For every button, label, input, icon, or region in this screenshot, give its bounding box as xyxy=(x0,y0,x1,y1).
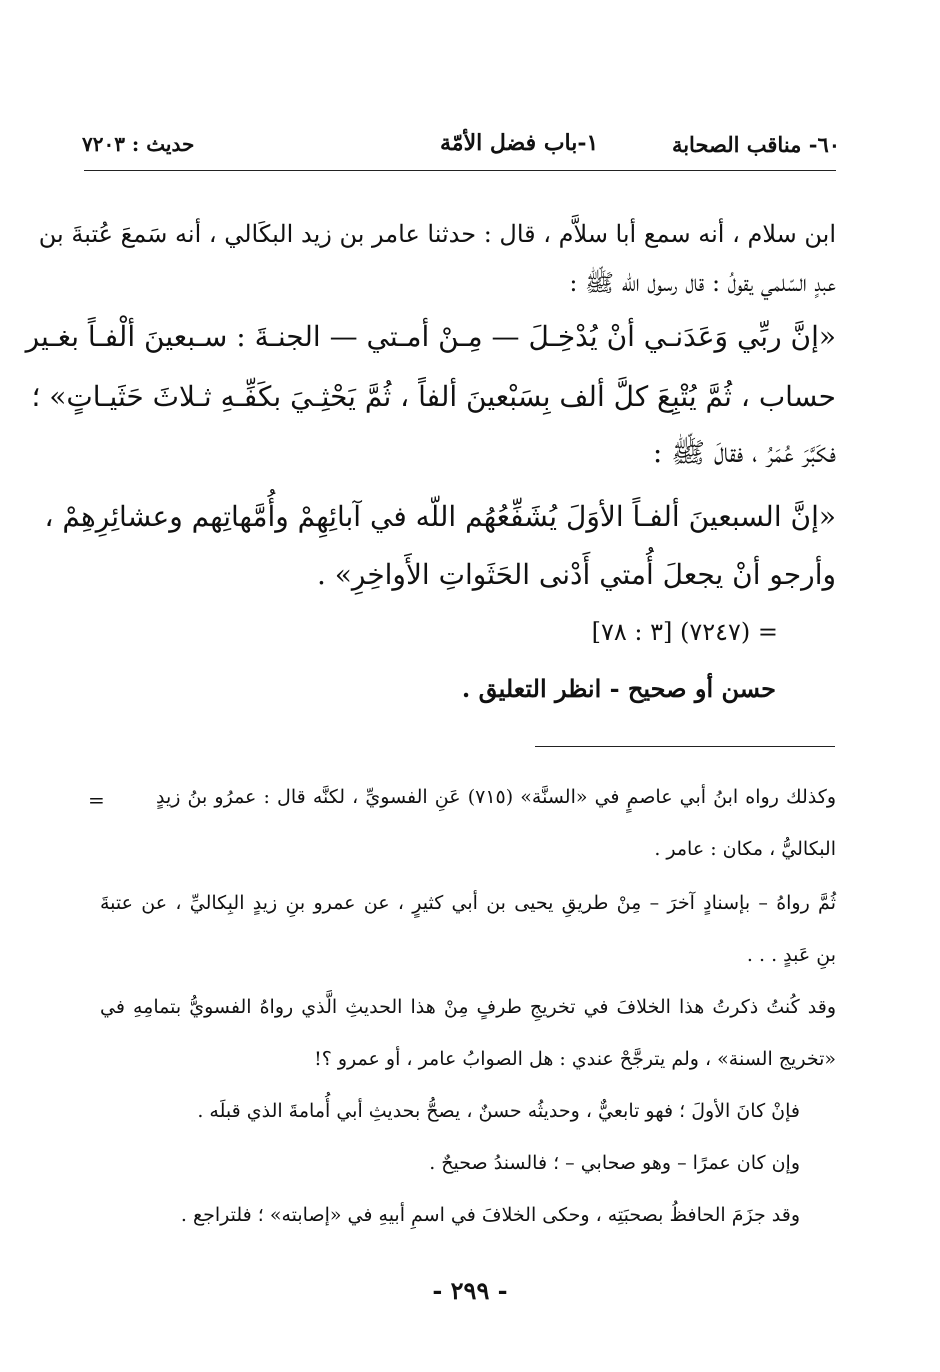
footnote-1-line-2: البكاليُّ ، مكان : عامر . xyxy=(654,838,836,860)
footnote-2-line-1: ثُمَّ رواهُ – بإسنادٍ آخرَ – مِنْ طريقِ يحيى بن أبي كثيرٍ ، عن عمرو بنِ زيدٍ البِكاليِّ ، عن عتبةَ xyxy=(100,892,836,914)
footnote-6: وقد جزَمَ الحافظُ بصحبَتِه ، وحكى الخلافَ في اسمِ أبيهِ في «إصابته» ؛ فلتراجع . xyxy=(180,1204,800,1226)
isnad-line-2: عبدٍ السّلمي يقولُ : قال رسول اللّه ﷺ : xyxy=(569,269,836,297)
matn-line-1: «إنَّ ربِّي وَعَدَنـي أنْ يُدْخِـلَ — مِـنْ أمـتي — الجنـةَ : سـبعينَ ألْفـاً بغـير xyxy=(25,320,836,353)
footnote-3-line-1: وقد كُنتُ ذكرتُ هذا الخلافَ في تخريجِ طرفٍ مِنْ هذا الحديثِ الَّذي رواهُ الفسويُّ بتمامِهِ في xyxy=(100,996,836,1018)
footnote-divider xyxy=(535,746,835,747)
footnote-5: وإن كان عمرًا – وهو صحابي – ؛ فالسندُ صحيحٌ . xyxy=(429,1152,800,1174)
isnad-line-1: ابن سلام ، أنه سمع أبا سلاَّم ، قال : حدثنا عامر بن زيد البكَالي ، أنه سَمعَ عُتبةَ بن xyxy=(38,220,836,248)
page-number: - ٢٩٩ - xyxy=(432,1276,508,1305)
footnote-3-line-2: «تخريج السنة» ، ولم يترجَّحْ عندي : هل الصوابُ عامر ، أو عمرو ؟! xyxy=(314,1048,836,1070)
footnote-2-line-2: بنِ عَبدٍ . . . xyxy=(746,944,836,966)
chapter-title: ٦٠- مناقب الصحابة xyxy=(671,132,840,157)
footnote-1-line-1: وكذلك رواه ابنُ أبي عاصمٍ في «السنَّة» (٧١٥) عَنِ الفسويِّ ، لكنَّه قال : عمرُو بنُ زيدٍ xyxy=(156,786,836,808)
section-title: ١-باب فضل الأمّة xyxy=(440,130,599,156)
header-divider xyxy=(84,170,836,171)
hadith-grade: حسن أو صحيح - انظر التعليق . xyxy=(461,674,776,703)
matn-line-5: وأرجو أنْ يجعلَ أُمتي أَدْنى الحَثَواتِ الأَواخِرِ» . xyxy=(316,558,836,591)
matn-line-2: حساب ، ثُمَّ يُتْبِعَ كلَّ ألف بِسَبْعينَ ألفاً ، ثُمَّ يَحْثِـيَ بكَفِّـهِ ثـلاثَ حَثَيـاتٍ» ؛ xyxy=(31,380,836,413)
cross-reference: = (٧٢٤٧) [٣ : ٧٨] xyxy=(591,618,778,646)
matn-line-4: «إنَّ السبعينَ ألفـاً الأوَلَ يُشَفِّعُهُم اللّه في آبائِهِمْ وأُمَّهاتِهم وعشائِرِهِمْ ، xyxy=(44,500,836,533)
hadith-number: حديث : ٧٢٠٣ xyxy=(82,132,195,156)
continuation-mark: = xyxy=(88,788,105,812)
footnote-4: فإنْ كانَ الأولَ ؛ فهو تابعيٌّ ، وحديثُه حسنٌ ، يصحُّ بحديثِ أبي أُمامةَ الذي قبلَه . xyxy=(197,1100,800,1122)
matn-line-3: فكَبَّرَ عُمَرُ ، فقالَ ﷺ : xyxy=(652,436,836,469)
